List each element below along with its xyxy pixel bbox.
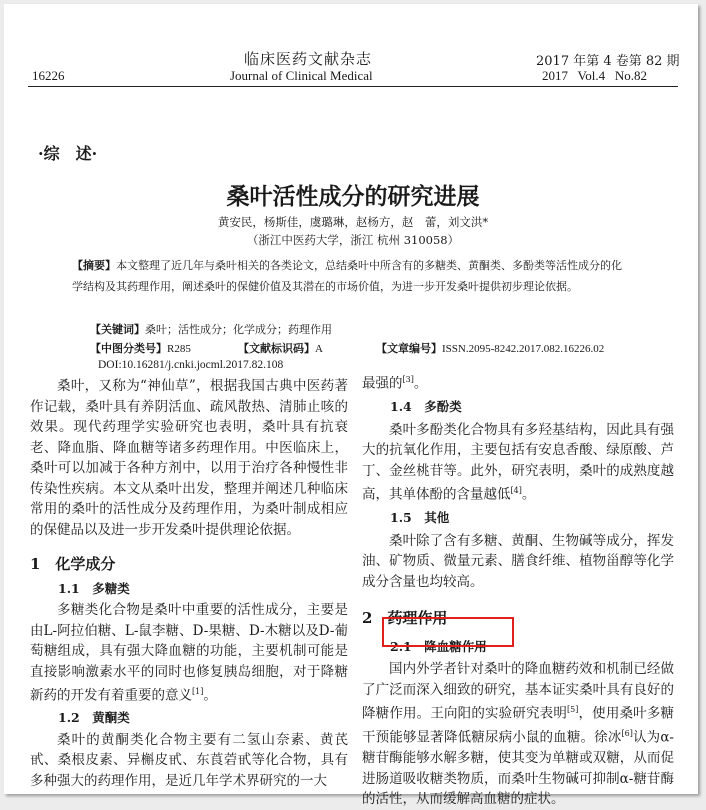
- ref-1: [1]: [192, 687, 204, 696]
- clc-label: 【中图分类号】: [90, 342, 167, 355]
- paragraph-polyphenols: [362, 420, 674, 506]
- doc-code: [238, 340, 323, 356]
- issue-info-en: 2017 Vol.4 No.82: [542, 68, 647, 83]
- article-number-value: ISSN.2095-8242.2017.082.16226.02: [442, 343, 605, 355]
- affiliation: （浙江中医药大学，浙江 杭州 310058）: [246, 233, 460, 247]
- heading-flavonoids: 1.2 黄酮类: [58, 710, 130, 725]
- paragraph-flavonoids: 桑叶的黄酮类化合物主要有二氢山奈素、黄芪甙、桑根皮素、异槲皮甙、东莨菪甙等化合物，具有多种强大的药理作用，是近几年学术界研究的一大: [30, 731, 348, 789]
- highlight-box: [382, 617, 514, 647]
- ref-3: [3]: [402, 375, 414, 384]
- keywords-label: 【关键词】: [90, 323, 145, 336]
- polysaccharides-text: 多糖类化合物是桑叶中重要的活性成分，主要是由L-阿拉伯糖、L-鼠李糖、D-果糖、D-木糖以及D-葡萄糖组成，具有强大降血糖的功能，主要机制可能是直接影响激素水平的同时也修复胰岛细胞，对于降糖新药的开发有着重要的意义: [30, 602, 348, 704]
- polyphenols-end: 。: [521, 486, 536, 503]
- polysaccharides-end: 。: [203, 687, 217, 704]
- heading-polyphenols: 1.4 多酚类: [390, 399, 462, 414]
- article-title: 桑叶活性成分的研究进展: [226, 183, 480, 210]
- left-column: [30, 376, 348, 791]
- heading-hypoglycemic: 2.1 降血糖作用: [390, 638, 487, 654]
- continued-text-body: 最强的: [362, 375, 403, 392]
- article-number: [376, 340, 604, 356]
- journal-title-en: Journal of Clinical Medical: [230, 68, 373, 83]
- doi: DOI:10.16281/j.cnki.jocml.2017.82.108: [98, 359, 284, 371]
- keywords: [90, 321, 332, 337]
- ref-5: [5]: [567, 705, 579, 714]
- abstract-text: 本文整理了近几年与桑叶相关的各类论文，总结桑叶中所含有的多糖类、黄酮类、多酚类等活性成分的化学结构及其药理作用，阐述桑叶的保健价值及其潜在的市场价值，为进一步开发桑叶提供初步理论依据。: [72, 259, 622, 293]
- paragraph-others: 桑叶除了含有多糖、黄酮、生物碱等成分，挥发油、矿物质、微量元素、膳食纤维、植物甾醇等化学成分含量也均较高。: [362, 532, 674, 590]
- heading-polysaccharides: 1.1 多糖类: [58, 580, 130, 596]
- authors: 黄安民，杨斯佳，虞璐琳，赵杨方，赵 蕾，刘文洪*: [217, 215, 489, 229]
- abstract: [72, 255, 632, 297]
- heading-chemical-components: 1 化学成分: [30, 555, 116, 573]
- hypoglycemic-text-b: ，使用桑叶多糖干预能够显著降低糖尿病小鼠的血糖。徐冰: [362, 705, 675, 746]
- hypoglycemic-text-a: 国内外学者针对桑叶的降血糖药效和机制已经做了广泛而深入细致的研究，基本证实桑叶具有良好的降糖作用。王向阳的实验研究表明: [362, 661, 674, 722]
- issue-info-cn: 2017 年第 4 卷第 82 期: [536, 54, 680, 69]
- article-number-label: 【文章编号】: [376, 342, 442, 355]
- continued-text-end: 。: [413, 375, 428, 392]
- hypoglycemic-text-c: 认为α-糖苷酶能够水解多糖，使其变为单糖或双糖，从而促进肠道吸收糖类物质，而桑叶生物碱可抑制α-糖苷酶的活性，从而缓解高血糖的症状。: [362, 729, 674, 807]
- polyphenols-text: 桑叶多酚类化合物具有多羟基结构，因此具有强大的抗氧化作用，主要包括有安息香酸、绿原酸、芦丁、金丝桃苷等。此外，研究表明，桑叶的成熟度越高，其单体酚的含量越低: [362, 421, 674, 503]
- header-rule: [28, 86, 678, 87]
- doc-code-label: 【文献标识码】: [238, 342, 315, 355]
- journal-page: [4, 4, 698, 807]
- heading-others: 1.5 其他: [390, 510, 450, 525]
- heading-pharmacology: 2 药理作用: [362, 609, 448, 627]
- paragraph-polysaccharides: [30, 600, 348, 706]
- doc-code-value: A: [315, 343, 323, 355]
- abstract-label: 【摘要】: [72, 259, 116, 272]
- clc-value: R285: [167, 343, 191, 355]
- ref-4: [4]: [510, 486, 522, 495]
- journal-title-cn: 临床医药文献杂志: [244, 50, 373, 68]
- keywords-text: 桑叶；活性成分；化学成分；药理作用: [145, 323, 332, 336]
- continued-text: [362, 370, 674, 394]
- ref-6: [6]: [621, 729, 633, 738]
- right-column: [362, 370, 674, 810]
- clc-number: [90, 340, 191, 356]
- section-label: ·综 述·: [38, 144, 98, 163]
- page-number: 16226: [32, 68, 65, 83]
- intro-paragraph: 桑叶，又称为“神仙草”，根据我国古典中医药著作记载，桑叶具有养阴活血、疏风散热、清肺止咳的效果。现代药理学实验研究也表明，桑叶具有抗衰老、降血脂、降血糖等诸多药理作用。中医临床上，桑叶可以加减于各种方剂中，以用于治疗各种慢性非传染性疾病。本文从桑叶出发，整理并阐述几种临床常用的桑叶的活性成分及药理作用，为桑叶制成相应的保健品以及进一步开发桑叶提供理论依据。: [30, 378, 348, 538]
- paragraph-hypoglycemic: [362, 659, 674, 810]
